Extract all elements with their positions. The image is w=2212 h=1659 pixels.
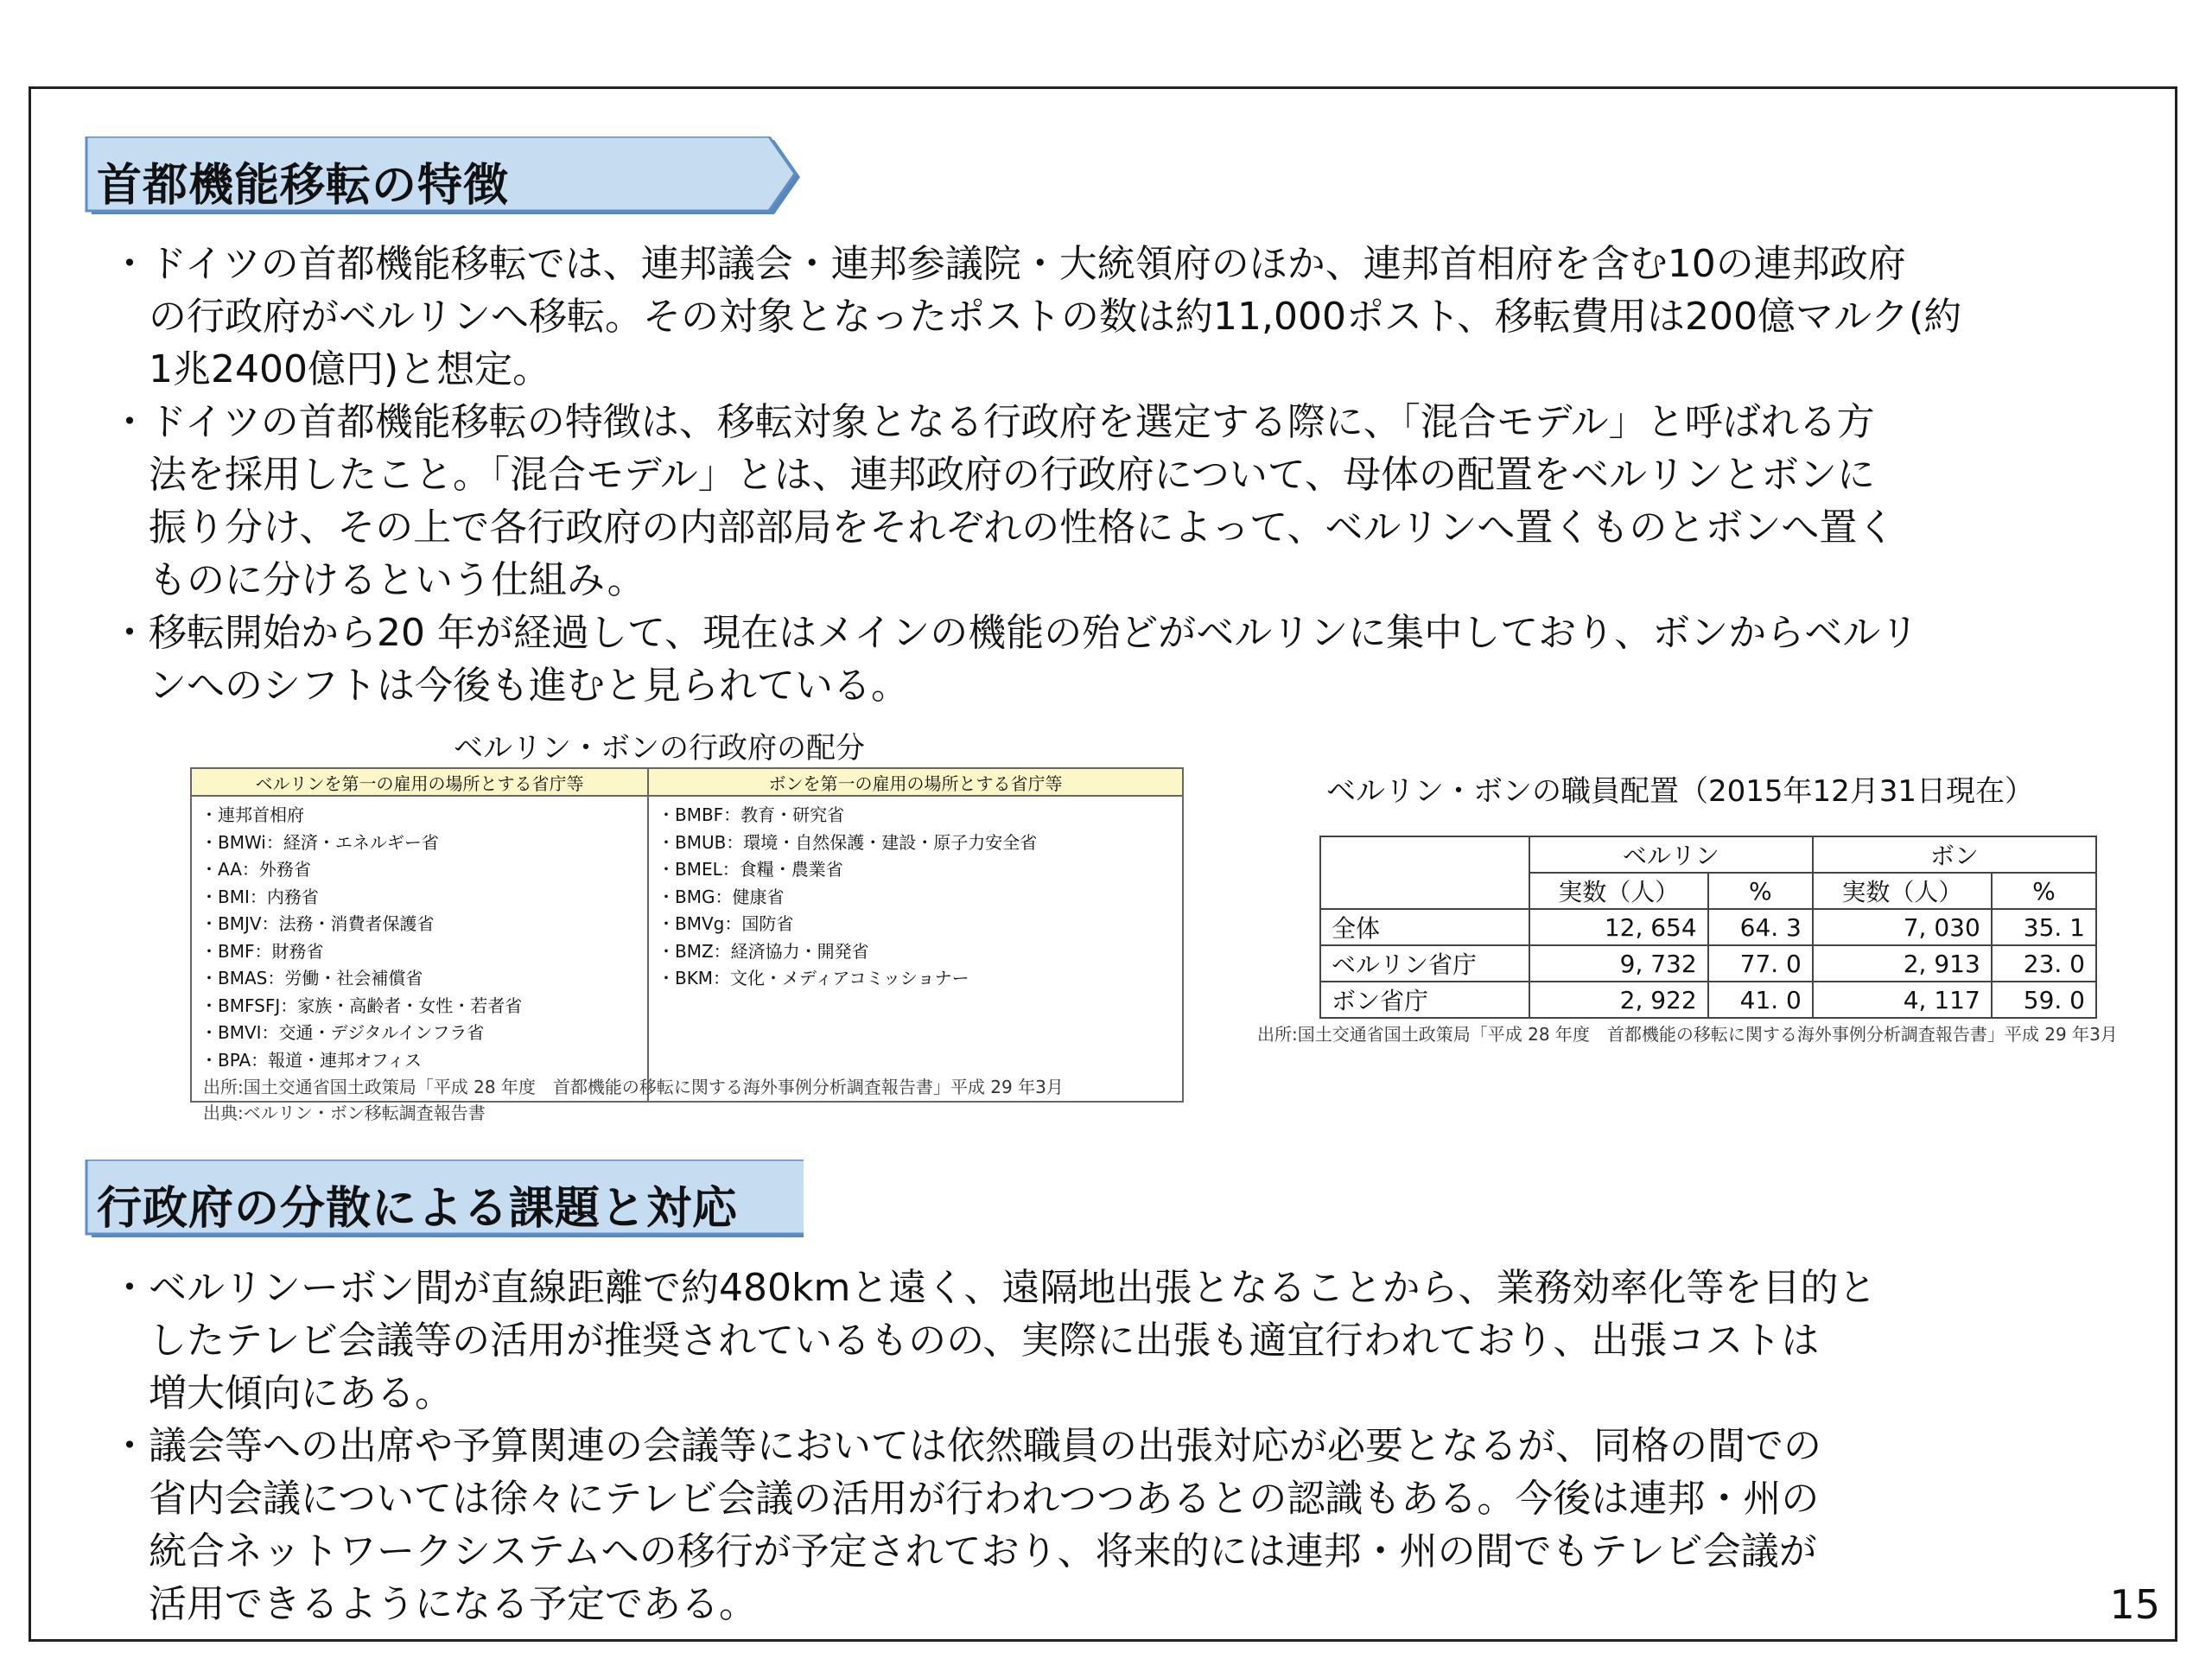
- cell-value: 64. 3: [1708, 909, 1813, 945]
- ministry-item: ・BMZ：経済協力・開発省: [657, 940, 869, 962]
- ministry-item: ・BPA：報道・連邦オフィス: [200, 1049, 422, 1071]
- ministry-item: ・BMBF：教育・研究省: [657, 804, 845, 825]
- section-heading-1: [60, 137, 804, 218]
- table2-subheader: 実数（人）: [1813, 873, 1992, 909]
- bullet-line: ンへのシフトは今後も進むと見られている。: [149, 664, 909, 708]
- cell-value: 23. 0: [1992, 945, 2096, 982]
- bullet-line: 省内会議については徐々にテレビ会議の活用が行われつつあるとの認識もある。今後は連邦・州の: [149, 1477, 1820, 1521]
- row-label: ベルリン省庁: [1320, 945, 1529, 982]
- bullet-line: ものに分けるという仕組み。: [149, 558, 645, 602]
- bullet-line: ベルリンーボン間が直線距離で約480kmと遠く、遠隔地出張となることから、業務効率化等を目的と: [149, 1266, 1877, 1310]
- table1-source: 出所:国土交通省国土政策局「平成 28 年度 首都機能の移転に関する海外事例分析調査報告書」平成 29 年3月: [203, 1077, 1064, 1097]
- bullet-line: 移転開始から20 年が経過して、現在はメインの機能の殆どがベルリンに集中しており、ボンからベルリ: [149, 611, 1919, 655]
- bullet-mark: ・: [111, 1424, 149, 1468]
- table1-title: ベルリン・ボンの行政府の配分: [454, 731, 865, 766]
- table1-berlin-cell: [191, 796, 648, 1102]
- bullet-line: 振り分け、その上で各行政府の内部部局をそれぞれの性格によって、ベルリンへ置くものとボンへ置く: [149, 505, 1896, 550]
- ministry-item: ・BMVg：国防省: [657, 913, 794, 934]
- bullet-line: 活用できるようになる予定である。: [149, 1582, 757, 1626]
- bullet-mark: ・: [111, 400, 149, 444]
- bullet-item: [104, 1420, 1876, 1630]
- table-row: [1320, 982, 2096, 1018]
- bullet-item: [104, 607, 1961, 712]
- table2-header-bonn: ボン: [1813, 836, 2096, 873]
- table2-source: 出所:国土交通省国土政策局「平成 28 年度 首都機能の移転に関する海外事例分析調査報告書」平成 29 年3月: [1257, 1024, 2118, 1045]
- cell-value: 35. 1: [1992, 909, 2096, 945]
- ministry-item: ・BMAS：労働・社会補償省: [200, 968, 423, 988]
- bullet-line: 法を採用したこと。「混合モデル」とは、連邦政府の行政府について、母体の配置をベルリンとボンに: [149, 453, 1876, 497]
- bullet-line: 議会等への出席や予算関連の会議等においては依然職員の出張対応が必要となるが、同格の間での: [149, 1424, 1821, 1468]
- ministry-item: ・BMI：内務省: [200, 886, 319, 907]
- bullet-line: したテレビ会議等の活用が推奨されているものの、実際に出張も適宜行われており、出張コストは: [149, 1319, 1820, 1363]
- cell-value: 59. 0: [1992, 982, 2096, 1018]
- bullet-item: [104, 1262, 1876, 1420]
- bullet-line: ドイツの首都機能移転の特徴は、移転対象となる行政府を選定する際に、「混合モデル」と呼ばれる方: [149, 400, 1875, 444]
- table2-header-berlin: ベルリン: [1529, 836, 1813, 873]
- section2-bullets: [104, 1262, 1876, 1630]
- ministry-item: ・BKM：文化・メディアコミッショナー: [657, 968, 969, 988]
- bullet-line: 統合ネットワークシステムへの移行が予定されており、将来的には連邦・州の間でもテレビ会議が: [149, 1529, 1817, 1573]
- table1-source-origin: 出典:ベルリン・ボン移転調査報告書: [203, 1103, 486, 1123]
- cell-value: 7, 030: [1813, 909, 1992, 945]
- bullet-mark: ・: [111, 611, 149, 655]
- bullet-item: [104, 238, 1961, 396]
- section-heading-1-text: 首都機能移転の特徴: [97, 160, 510, 212]
- bullet-line: の行政府がベルリンへ移転。その対象となったポストの数は約11,000ポスト、移転費用は200億マルク(約: [149, 295, 1962, 339]
- ministry-item: ・BMVI：交通・デジタルインフラ省: [200, 1022, 485, 1043]
- section-heading-2: [60, 1160, 804, 1241]
- ministry-item: ・BMJV：法務・消費者保護省: [200, 913, 435, 934]
- row-label: 全体: [1320, 909, 1529, 945]
- table2-title: ベルリン・ボンの職員配置（2015年12月31日現在）: [1326, 774, 2035, 809]
- ministry-item: ・BMWi：経済・エネルギー省: [200, 831, 439, 853]
- table-row: [1320, 909, 2096, 945]
- table1-header-bonn: ボンを第一の雇用の場所とする省庁等: [648, 768, 1183, 796]
- bullet-line: 増大傾向にある。: [149, 1371, 453, 1415]
- bullet-mark: ・: [111, 242, 149, 286]
- table1-header-berlin: ベルリンを第一の雇用の場所とする省庁等: [191, 768, 648, 796]
- cell-value: 41. 0: [1708, 982, 1813, 1018]
- ministry-item: ・BMF：財務省: [200, 940, 324, 962]
- bullet-item: [104, 396, 1961, 607]
- row-label: ボン省庁: [1320, 982, 1529, 1018]
- ministry-item: ・BMEL：食糧・農業省: [657, 859, 843, 880]
- cell-value: 77. 0: [1708, 945, 1813, 982]
- ministry-item: ・連邦首相府: [200, 804, 304, 825]
- table2-corner-cell: [1320, 836, 1529, 909]
- table1-bonn-cell: [648, 796, 1183, 1102]
- cell-value: 2, 913: [1813, 945, 1992, 982]
- cell-value: 9, 732: [1529, 945, 1708, 982]
- table2-subheader: 実数（人）: [1529, 873, 1708, 909]
- ministry-item: ・BMG：健康省: [657, 886, 785, 907]
- section1-bullets: [104, 238, 1961, 712]
- bullet-mark: ・: [111, 1266, 149, 1310]
- cell-value: 4, 117: [1813, 982, 1992, 1018]
- ministry-item: ・AA：外務省: [200, 859, 311, 880]
- bullet-line: 1兆2400億円)と想定。: [149, 347, 551, 391]
- ministry-allocation-table: [190, 767, 1184, 1103]
- ministry-item: ・BMFSFJ：家族・高齢者・女性・若者省: [200, 995, 523, 1016]
- cell-value: 12, 654: [1529, 909, 1708, 945]
- bullet-line: ドイツの首都機能移転では、連邦議会・連邦参議院・大統領府のほか、連邦首相府を含む10の連邦政府: [149, 242, 1906, 286]
- table2-subheader: %: [1708, 873, 1813, 909]
- ministry-item: ・BMUB：環境・自然保護・建設・原子力安全省: [657, 831, 1038, 853]
- table-row: [1320, 945, 2096, 982]
- section-heading-2-text: 行政府の分散による課題と対応: [97, 1183, 739, 1235]
- staff-distribution-table: [1319, 836, 2097, 1019]
- cell-value: 2, 922: [1529, 982, 1708, 1018]
- page-number: 15: [2109, 1581, 2160, 1628]
- table2-subheader: %: [1992, 873, 2096, 909]
